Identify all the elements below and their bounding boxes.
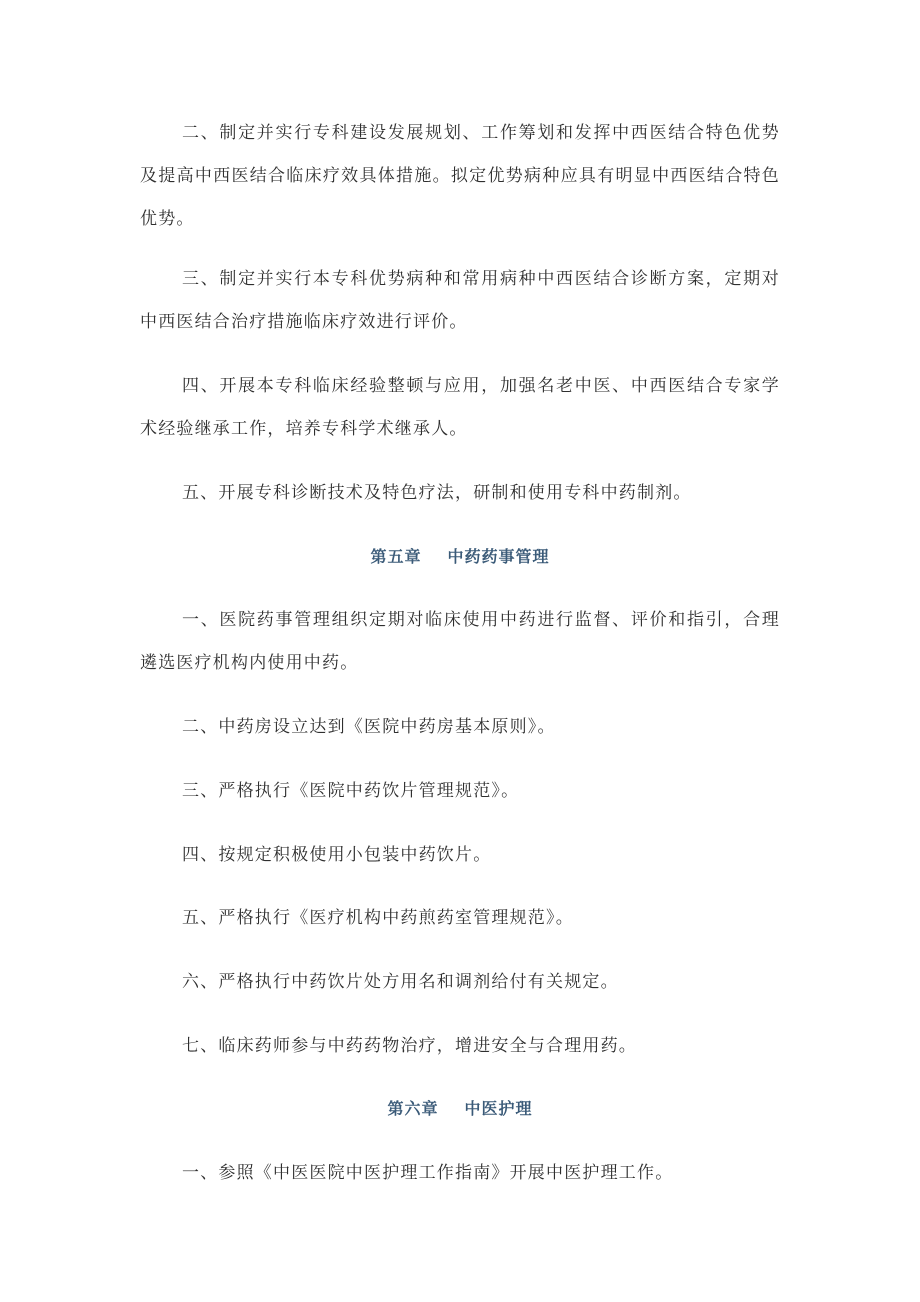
- paragraph-experience-inheritance: 四、开展本专科临床经验整顿与应用，加强名老中医、中西医结合专家学术经验继承工作，培养专科学术继承人。: [140, 376, 780, 439]
- chapter-5-item-7: 七、临床药师参与中药药物治疗，增进安全与合理用药。: [182, 1036, 637, 1056]
- paragraph-special-therapy: 五、开展专科诊断技术及特色疗法，研制和使用专科中药制剂。: [182, 483, 692, 503]
- chapter-5-heading: [140, 545, 780, 569]
- chapter-5-item-4: 四、按规定积极使用小包装中药饮片。: [182, 845, 492, 865]
- chapter-5-title: 中药药事管理: [447, 547, 550, 566]
- chapter-5-item-2: 二、中药房设立达到《医院中药房基本原则》。: [182, 717, 556, 737]
- paragraph-specialty-planning: 二、制定并实行专科建设发展规划、工作筹划和发挥中西医结合特色优势及提高中西医结合临床疗效具体措施。拟定优势病种应具有明显中西医结合特色优势。: [140, 123, 780, 229]
- chapter-6-number: 第六章: [387, 1099, 439, 1118]
- chapter-5-item-1: 一、医院药事管理组织定期对临床使用中药进行监督、评价和指引，合理遴选医疗机构内使用中药。: [140, 610, 780, 673]
- chapter-5-item-6: 六、严格执行中药饮片处方用名和调剂给付有关规定。: [182, 972, 619, 992]
- chapter-6-title: 中医护理: [464, 1099, 533, 1118]
- chapter-5-item-5: 五、严格执行《医疗机构中药煎药室管理规范》。: [182, 908, 574, 928]
- paragraph-diagnosis-plan: 三、制定并实行本专科优势病种和常用病种中西医结合诊断方案，定期对中西医结合治疗措施临床疗效进行评价。: [140, 269, 780, 332]
- chapter-6-item-1: 一、参照《中医医院中医护理工作指南》开展中医护理工作。: [182, 1163, 674, 1183]
- chapter-5-number: 第五章: [370, 547, 422, 566]
- chapter-6-heading: [140, 1097, 780, 1121]
- chapter-5-item-3: 三、严格执行《医院中药饮片管理规范》。: [182, 781, 520, 801]
